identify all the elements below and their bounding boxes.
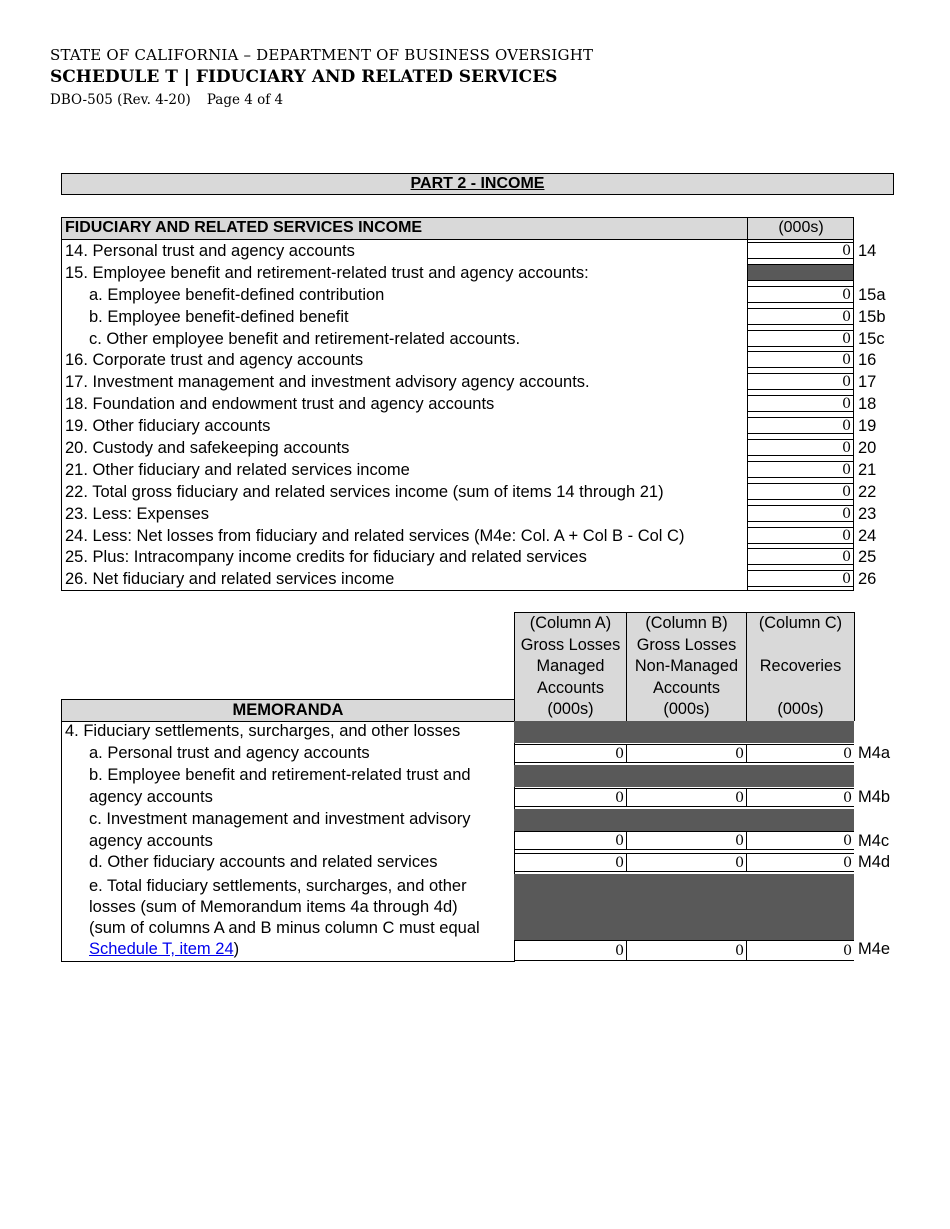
memo-4b-label-cont: agency accounts <box>89 788 213 806</box>
income-row <box>62 393 877 415</box>
col-header-units: (000s) <box>663 700 710 718</box>
m4b-col-c[interactable]: 0 <box>746 788 854 807</box>
row-label: a. Employee benefit-defined contribution <box>89 285 385 304</box>
agency-line: STATE OF CALIFORNIA – DEPARTMENT OF BUSINESS OVERSIGHT <box>50 46 594 64</box>
value-field[interactable]: 0 <box>747 395 853 412</box>
line-code: 16 <box>858 351 877 370</box>
value-field[interactable]: 0 <box>747 351 853 368</box>
m4d-col-c[interactable]: 0 <box>746 853 854 872</box>
value-field[interactable]: 0 <box>747 548 853 565</box>
m4c-col-a[interactable]: 0 <box>514 831 626 850</box>
income-row <box>62 240 877 262</box>
col-header-line: Managed <box>536 657 605 675</box>
income-table <box>61 217 886 591</box>
value-field[interactable]: 0 <box>747 483 853 500</box>
income-row <box>62 328 885 350</box>
value-field[interactable]: 0 <box>747 461 853 478</box>
memo-4e-label-end <box>89 939 239 961</box>
memo-4-label: 4. Fiduciary settlements, surcharges, and other losses <box>65 722 461 740</box>
col-header-line: Accounts <box>653 678 720 697</box>
line-code: 21 <box>858 460 877 479</box>
row-label: 22. Total gross fiduciary and related services income (sum of items 14 through 21) <box>65 482 664 501</box>
shaded-cell <box>514 809 854 831</box>
m4b-col-b[interactable]: 0 <box>626 788 746 807</box>
row-label: 23. Less: Expenses <box>65 504 210 523</box>
income-row <box>62 568 877 590</box>
row-label: c. Other employee benefit and retirement-related accounts. <box>89 329 521 348</box>
col-header-line: Accounts <box>537 678 604 697</box>
value-field[interactable]: 0 <box>747 417 853 434</box>
m4c-col-b[interactable]: 0 <box>626 831 746 850</box>
memo-4b-label: b. Employee benefit and retirement-related trust and <box>89 766 471 784</box>
m4e-col-c[interactable]: 0 <box>746 940 854 961</box>
income-table-header <box>61 217 854 240</box>
m4d-col-a[interactable]: 0 <box>514 853 626 872</box>
line-code: 15a <box>858 285 886 304</box>
col-header-line <box>747 635 854 657</box>
value-field[interactable]: 0 <box>747 527 853 544</box>
col-header-line: (Column A) <box>529 614 612 632</box>
value-field[interactable]: 0 <box>747 505 853 522</box>
row-label: 18. Foundation and endowment trust and agency accounts <box>65 395 495 414</box>
line-code: 20 <box>858 439 877 458</box>
line-code: 24 <box>858 526 877 545</box>
row-label: 16. Corporate trust and agency accounts <box>65 351 364 370</box>
shaded-cell <box>514 874 854 940</box>
page-number: Page 4 of 4 <box>206 92 284 108</box>
memo-4a-label: a. Personal trust and agency accounts <box>89 744 370 762</box>
income-title: FIDUCIARY AND RELATED SERVICES INCOME <box>65 219 423 236</box>
schedule-title: SCHEDULE T | FIDUCIARY AND RELATED SERVICES <box>50 67 558 87</box>
closing-paren: ) <box>233 940 240 958</box>
m4a-col-a[interactable]: 0 <box>514 744 626 763</box>
row-label: 25. Plus: Intracompany income credits for fiduciary and related services <box>65 548 587 567</box>
row-label: b. Employee benefit-defined benefit <box>89 307 349 326</box>
column-divider <box>747 240 748 590</box>
value-field[interactable]: 0 <box>747 286 853 303</box>
income-row <box>62 371 877 393</box>
shaded-cell <box>514 721 854 743</box>
line-code: 22 <box>858 482 877 501</box>
row-label: 26. Net fiduciary and related services income <box>65 570 395 589</box>
m4b-col-a[interactable]: 0 <box>514 788 626 807</box>
row-label: 21. Other fiduciary and related services income <box>65 460 410 479</box>
row-label: 24. Less: Net losses from fiduciary and related services (M4e: Col. A + Col B - Col C) <box>65 526 685 545</box>
column-b-header <box>626 612 747 721</box>
col-header-line: Non-Managed <box>634 657 739 675</box>
row-label: 19. Other fiduciary accounts <box>65 417 271 436</box>
income-row <box>62 503 877 525</box>
line-code: M4d <box>858 853 891 871</box>
m4e-col-b[interactable]: 0 <box>626 940 746 961</box>
shaded-cell <box>747 264 853 281</box>
income-row <box>62 306 886 328</box>
m4e-col-a[interactable]: 0 <box>514 940 626 961</box>
line-code: 23 <box>858 504 877 523</box>
row-label: 20. Custody and safekeeping accounts <box>65 439 350 458</box>
income-rows <box>61 240 886 591</box>
part-title: PART 2 - INCOME <box>61 173 894 195</box>
line-code: 15c <box>858 329 885 348</box>
income-units: (000s) <box>747 218 854 239</box>
line-code: M4b <box>858 788 891 806</box>
income-row <box>62 415 877 437</box>
m4d-col-b[interactable]: 0 <box>626 853 746 872</box>
value-field[interactable]: 0 <box>747 373 853 390</box>
column-c-header <box>746 612 855 721</box>
line-code: 14 <box>858 242 877 260</box>
form-info <box>50 92 299 108</box>
col-header-units: (000s) <box>547 700 594 718</box>
schedule-t-item-24-link[interactable]: Schedule T, item 24 <box>89 940 234 958</box>
income-row <box>62 349 877 371</box>
line-code: M4a <box>858 744 891 762</box>
value-field[interactable]: 0 <box>747 570 853 587</box>
value-field[interactable]: 0 <box>747 330 853 347</box>
row-label: 15. Employee benefit and retirement-related trust and agency accounts: <box>65 263 589 282</box>
memo-4c-label-cont: agency accounts <box>89 832 213 850</box>
m4a-col-b[interactable]: 0 <box>626 744 746 763</box>
col-header-line: (Column B) <box>645 614 728 632</box>
value-field[interactable]: 0 <box>747 308 853 325</box>
col-header-line <box>747 678 854 700</box>
line-code: 19 <box>858 417 877 436</box>
income-row <box>62 262 853 284</box>
m4c-col-c[interactable]: 0 <box>746 831 854 850</box>
col-header-line: Recoveries <box>759 657 842 675</box>
memoranda-title: MEMORANDA <box>61 699 515 722</box>
value-field[interactable]: 0 <box>747 439 853 456</box>
line-code: 25 <box>858 548 877 567</box>
income-row <box>62 437 877 459</box>
column-a-header <box>514 612 627 721</box>
m4a-col-c[interactable]: 0 <box>746 744 854 763</box>
income-row <box>62 546 877 568</box>
col-header-line: Gross Losses <box>520 635 621 654</box>
line-code: 15b <box>858 307 886 326</box>
line-code: M4c <box>858 832 890 850</box>
memo-4d-label: d. Other fiduciary accounts and related services <box>89 853 438 871</box>
income-row <box>62 459 877 481</box>
line-code: M4e <box>858 940 891 958</box>
income-row <box>62 284 886 306</box>
line-code: 26 <box>858 570 877 589</box>
memoranda-labels <box>61 721 515 962</box>
line-code: 17 <box>858 373 877 392</box>
row-label: 17. Investment management and investment advisory agency accounts. <box>65 373 590 392</box>
shaded-cell <box>514 765 854 787</box>
row-label: 14. Personal trust and agency accounts <box>65 242 355 260</box>
col-header-units: (000s) <box>777 700 824 718</box>
col-header-line: (Column C) <box>758 614 843 632</box>
col-header-line: Gross Losses <box>636 635 737 654</box>
value-field[interactable]: 0 <box>747 242 853 259</box>
form-id: DBO-505 (Rev. 4-20) <box>50 92 191 108</box>
line-code: 18 <box>858 395 877 414</box>
memo-4e-label-cont2: (sum of columns A and B minus column C must equal <box>89 919 480 937</box>
income-row <box>62 481 877 503</box>
memo-4e-label-cont: losses (sum of Memorandum items 4a through 4d) <box>89 898 458 916</box>
memo-4c-label: c. Investment management and investment advisory <box>89 810 471 828</box>
memo-4e-label: e. Total fiduciary settlements, surcharges, and other <box>89 877 467 895</box>
income-row <box>62 525 877 547</box>
